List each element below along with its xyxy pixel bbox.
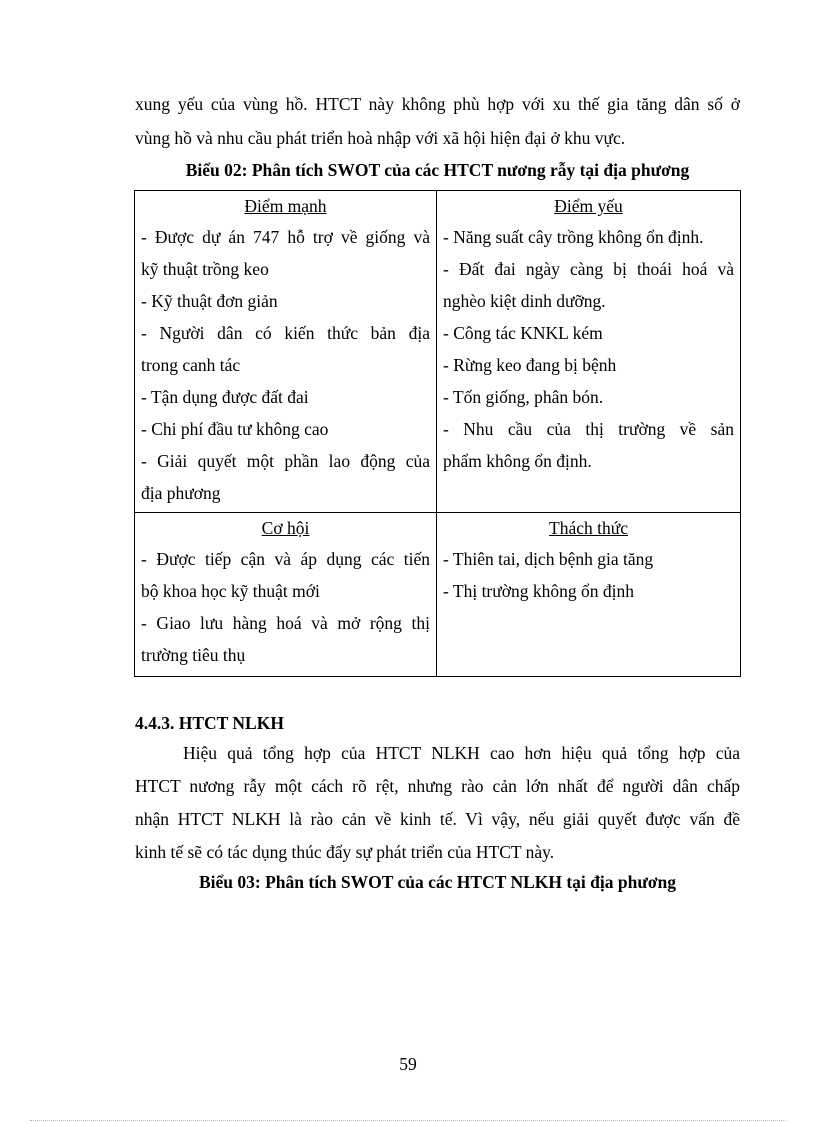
threats-cell: [437, 513, 741, 677]
weakness-line: - Công tác KNKL kém: [443, 323, 603, 343]
opportunities-header: Cơ hội: [261, 518, 310, 538]
weaknesses-cell: [437, 191, 741, 513]
strength-line: - Tận dụng được đất đai: [141, 387, 309, 407]
intro-line: vùng hồ và nhu cầu phát triển hoà nhập với xã hội hiện đại ở khu vực.: [135, 128, 626, 148]
table2-caption: Biểu 03: Phân tích SWOT của các HTCT NLKH tại địa phương: [198, 872, 677, 892]
strength-line: trong canh tác: [141, 355, 241, 375]
weakness-line: - Nhu cầu của thị trường về sản: [443, 419, 734, 439]
strength-line: địa phương: [141, 483, 221, 503]
body-line: Hiệu quả tổng hợp của HTCT NLKH cao hơn hiệu quả tổng hợp của: [183, 743, 740, 763]
strength-line: - Người dân có kiến thức bản địa: [141, 323, 430, 343]
page-number: 59: [399, 1054, 417, 1074]
footer-divider: [30, 1120, 786, 1121]
opportunities-cell: [135, 513, 437, 677]
opportunity-line: bộ khoa học kỹ thuật mới: [141, 581, 320, 601]
body-line: HTCT nương rẫy một cách rõ rệt, nhưng rào cản lớn nhất để người dân chấp: [135, 776, 740, 796]
strengths-cell: [135, 191, 437, 513]
strength-line: - Kỹ thuật đơn giản: [141, 291, 278, 311]
strength-line: kỹ thuật trồng keo: [141, 259, 269, 279]
weakness-line: - Rừng keo đang bị bệnh: [443, 355, 617, 375]
weakness-line: - Năng suất cây trồng không ổn định.: [443, 227, 704, 247]
intro-line: xung yếu của vùng hồ. HTCT này không phù hợp với xu thế gia tăng dân số ở: [135, 94, 740, 114]
opportunity-line: - Được tiếp cận và áp dụng các tiến: [141, 549, 430, 569]
threat-line: - Thiên tai, dịch bệnh gia tăng: [443, 549, 654, 569]
strength-line: - Giải quyết một phần lao động của: [141, 451, 430, 471]
strength-line: - Được dự án 747 hỗ trợ về giống và: [141, 227, 430, 247]
weakness-line: phẩm không ổn định.: [443, 451, 592, 471]
weakness-line: - Tốn giống, phân bón.: [443, 387, 604, 407]
weakness-line: nghèo kiệt dinh dưỡng.: [443, 291, 606, 311]
body-line: kinh tế sẽ có tác dụng thúc đẩy sự phát triển của HTCT này.: [135, 842, 555, 862]
swot-row-external: [135, 513, 741, 677]
strengths-header: Điểm mạnh: [244, 196, 327, 216]
section-heading: 4.4.3. HTCT NLKH: [135, 713, 284, 733]
threats-header: Thách thức: [549, 518, 628, 538]
opportunity-line: - Giao lưu hàng hoá và mở rộng thị: [141, 613, 430, 633]
swot-table: [134, 190, 741, 677]
weakness-line: - Đất đai ngày càng bị thoái hoá và: [443, 259, 734, 279]
swot-row-internal: [135, 191, 741, 513]
weaknesses-header: Điểm yếu: [554, 196, 623, 216]
threat-line: - Thị trường không ổn định: [443, 581, 634, 601]
opportunity-line: trường tiêu thụ: [141, 645, 246, 665]
table1-caption: Biểu 02: Phân tích SWOT của các HTCT nương rẫy tại địa phương: [185, 160, 690, 180]
strength-line: - Chi phí đầu tư không cao: [141, 419, 329, 439]
body-line: nhận HTCT NLKH là rào cản về kinh tế. Vì vậy, nếu giải quyết được vấn đề: [135, 809, 740, 829]
